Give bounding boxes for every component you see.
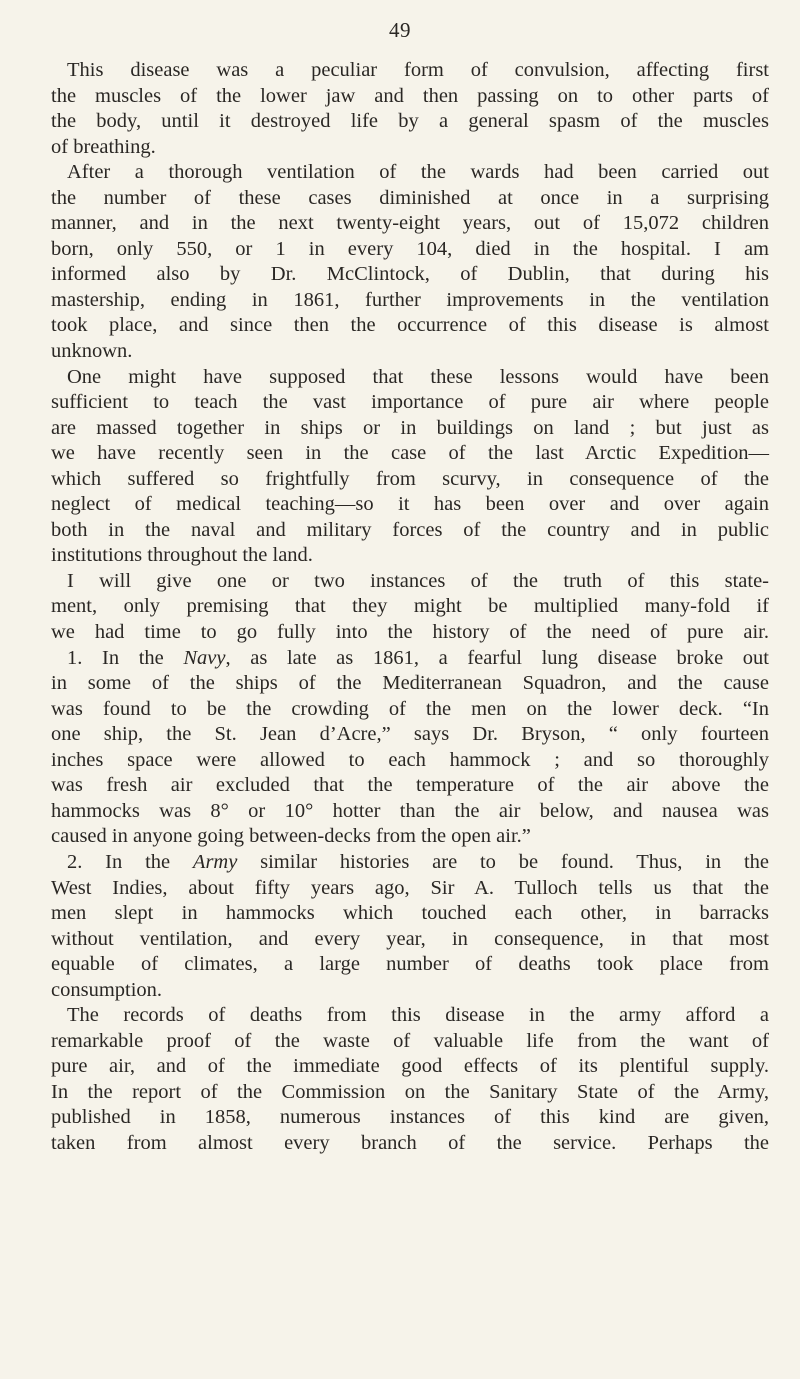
text-line: we have recently seen in the case of the last Arctic Expedition—: [51, 442, 769, 465]
text-line: are massed together in ships or in buildings on land ; but just as: [51, 416, 769, 439]
text-line: which suffered so frightfully from scurvy, in consequence of the: [51, 467, 769, 490]
text-line: of breathing.: [51, 135, 156, 158]
text-line: in some of the ships of the Mediterranean Squadron, and the cause: [51, 672, 769, 695]
text-line: The records of deaths from this disease in the army afford a: [67, 1004, 769, 1027]
text-line: I will give one or two instances of the truth of this state-: [67, 569, 769, 592]
text-line: mastership, ending in 1861, further improvements in the ventilation: [51, 288, 769, 311]
text-line: neglect of medical teaching—so it has been over and over again: [51, 493, 769, 516]
text-line: sufficient to teach the vast importance of pure air where people: [51, 391, 769, 414]
text-line: institutions throughout the land.: [51, 544, 313, 567]
text-line: hammocks was 8° or 10° hotter than the air below, and nausea was: [51, 799, 769, 822]
text-line: equable of climates, a large number of deaths took place from: [51, 953, 769, 976]
text-line: took place, and since then the occurrence of this disease is almost: [51, 314, 769, 337]
text-line: After a thorough ventilation of the wards had been carried out: [67, 161, 769, 184]
text-line: 2. In the Army similar histories are to be found. Thus, in the: [67, 850, 770, 873]
text-line: the number of these cases diminished at once in a surprising: [51, 186, 769, 209]
text-line: pure air, and of the immediate good effects of its plentiful supply.: [51, 1055, 769, 1078]
text-line: inches space were allowed to each hammock ; and so thoroughly: [51, 748, 769, 771]
text-line: one ship, the St. Jean d’Acre,” says Dr. Bryson, “ only fourteen: [51, 723, 769, 746]
text-line: published in 1858, numerous instances of this kind are given,: [51, 1106, 769, 1129]
text-line: we had time to go fully into the history of the need of pure air.: [51, 621, 769, 644]
text-line: informed also by Dr. McClintock, of Dublin, that during his: [51, 263, 769, 286]
text-line: manner, and in the next twenty-eight years, out of 15,072 children: [51, 212, 769, 235]
text-line: In the report of the Commission on the Sanitary State of the Army,: [51, 1080, 769, 1103]
text-line: remarkable proof of the waste of valuable life from the want of: [51, 1029, 769, 1052]
italic-term: Navy: [183, 646, 226, 669]
text-line: the muscles of the lower jaw and then passing on to other parts of: [51, 84, 769, 107]
text-line: West Indies, about fifty years ago, Sir A. Tulloch tells us that the: [51, 876, 769, 899]
text-line: both in the naval and military forces of the country and in public: [51, 518, 769, 541]
text-line: was found to be the crowding of the men on the lower deck. “In: [51, 697, 769, 720]
body-text: [51, 58, 769, 1157]
text-line: men slept in hammocks which touched each other, in barracks: [51, 902, 769, 925]
text-line: caused in anyone going between-decks from the open air.”: [51, 825, 531, 848]
text-line: One might have supposed that these lessons would have been: [67, 365, 769, 388]
text-line: ment, only premising that they might be multiplied many-fold if: [51, 595, 769, 618]
text-line: unknown.: [51, 340, 133, 363]
text-line: born, only 550, or 1 in every 104, died in the hospital. I am: [51, 237, 769, 260]
text-line: was fresh air excluded that the temperature of the air above the: [51, 774, 769, 797]
text-line: taken from almost every branch of the service. Perhaps the: [51, 1131, 769, 1154]
text-line: 1. In the Navy, as late as 1861, a fearful lung disease broke out: [67, 646, 769, 669]
page-number: 49: [389, 18, 411, 42]
text-line: the body, until it destroyed life by a general spasm of the muscles: [51, 110, 769, 133]
text-line: without ventilation, and every year, in consequence, in that most: [51, 927, 769, 950]
text-line: consumption.: [51, 978, 163, 1001]
text-line: This disease was a peculiar form of convulsion, affecting first: [67, 59, 769, 81]
italic-term: Army: [192, 850, 238, 873]
